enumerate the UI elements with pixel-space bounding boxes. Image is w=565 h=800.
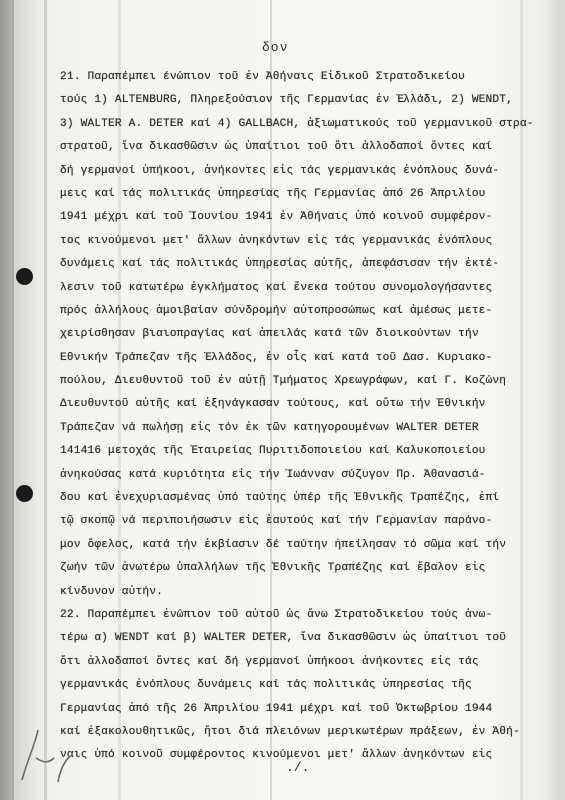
text-line: 3) WALTER A. DETER καί 4) GALLBACH, ἀξιωματικούς τοῦ γερμανικοῦ στρα- xyxy=(60,117,534,130)
punch-hole-icon xyxy=(16,268,33,285)
text-line: γερμανικάς ἐνόπλους δυνάμεις καί τάς πολιτικάς ὑπηρεσίας τῆς xyxy=(60,679,472,692)
text-line: μον ὄφελος, κατά τήν ἐκβίασιν δέ ταύτην ἠπείλησαν τό σῶμα καί τήν xyxy=(60,538,507,551)
scan-shadow-edge xyxy=(0,0,14,800)
text-line: δου καί ἐνεχυριασμένας ὑπό ταύτης ὑπέρ τῆς Ἐθνικῆς Τραπέζης, ἐπί xyxy=(60,492,500,505)
handwritten-mark-icon xyxy=(14,718,84,788)
text-line: δυνάμεις καί τάς πολιτικάς ὑπηρεσίας αὐτῆς, ἀπεφάσισαν τήν ἐκτέ- xyxy=(60,258,500,271)
text-line: μεις καί τάς πολιτικάς ὑπηρεσίας τῆς Γερμανίας ἀπό 26 Ἀπριλίου xyxy=(60,187,486,200)
text-line: 1941 μέχρι καί τοῦ Ἰουνίου 1941 ἐν Ἀθήναις ὑπό κοινοῦ συμφέρον- xyxy=(60,211,493,224)
text-line: ὅτι ἀλλοδαποί ὄντες καί δή γερμανοί ὑπήκοοι ἀνήκοντες εἰς τάς xyxy=(60,655,479,668)
text-line: δή γερμανοί ὑπήκοοι, ἀνήκοντες εἰς τάς γερμανικάς ἐνόπλους δυνά- xyxy=(60,164,500,177)
text-line: 22. Παραπέμπει ἐνώπιον τοῦ αὐτοῦ ὡς ἄνω Στρατοδικείου τούς ἀνω- xyxy=(60,608,493,621)
text-line: τος κινούμενοι μετ' ἄλλων ἀνηκόντων εἰς τάς γερμανικάς ἐνόπλους xyxy=(60,234,493,247)
text-line: 141416 μετοχάς τῆς Ἑταιρείας Πυριτιδοποιείου καί Καλυκοποιείου xyxy=(60,445,486,458)
document-body xyxy=(60,66,550,768)
continuation-mark: ./. xyxy=(286,760,310,775)
text-line: τούς 1) ALTENBURG, Πληρεξούσιον τῆς Γερμανίας ἐν Ἑλλάδι, 2) WENDT, xyxy=(60,94,513,107)
text-line: καί ἐξακολουθητικῶς, ἤτοι διά πλειόνων μερικωτέρων πράξεων, ἐν Ἀθή- xyxy=(60,725,520,738)
text-line: ναις ὑπό κοινοῦ συμφέροντος κινούμενοι μετ' ἄλλων ἀνηκόντων εἰς xyxy=(60,749,493,762)
page-number: δον xyxy=(262,40,289,55)
text-line: πούλου, Διευθυντοῦ τοῦ ἐν αὐτῇ Τμήματος Χρεωγράφων, καί Γ. Κοζώνη xyxy=(60,375,507,388)
text-line: κίνδυνον αὐτήν. xyxy=(60,585,163,598)
text-line: τέρω α) WENDT καί β) WALTER DETER, ἵνα δικασθῶσιν ὡς ὑπαίτιοι τοῦ xyxy=(60,632,507,645)
punch-hole-icon xyxy=(16,485,33,502)
text-line: Τράπεζαν νά πωλήσῃ εἰς τόν ἐκ τῶν κατηγορουμένων WALTER DETER xyxy=(60,421,479,434)
text-line: Διευθυντοῦ αὐτῆς καί ἐξηνάγκασαν τούτους, καί οὕτω τήν Ἐθνικήν xyxy=(60,398,486,411)
text-line: πρός ἀλλήλους ἀμοιβαίαν σύνδρομήν αὐτοπροσώπως καί ἀμέσως μετε- xyxy=(60,304,493,317)
text-line: ζωήν τῶν ἀνωτέρω ὑπαλλήλων τῆς Ἐθνικῆς Τραπέζης καί ἔβαλον εἰς xyxy=(60,562,486,575)
text-line: Γερμανίας ἀπό τῆς 26 Ἀπριλίου 1941 μέχρι καί τοῦ Ὀκτωβρίου 1944 xyxy=(60,702,493,715)
text-line: τῷ σκοπῷ νά περιποιήσωσιν εἰς ἑαυτούς καί τήν Γερμανίαν παράνο- xyxy=(60,515,493,528)
text-line: 21. Παραπέμπει ένώπιον τοῦ ἐν Ἀθήναις Εἰδικοῦ Στρατοδικείου xyxy=(60,71,465,83)
text-line: ἀνηκούσας κατά κυριότητα εἰς τήν Ἰωάνναν σύζυγον Πρ. Ἀθανασιά- xyxy=(60,468,486,481)
text-line: χειρίσθησαν βιαιοπραγίας καί ἀπειλάς κατά τῶν διοικούντων τήν xyxy=(60,328,479,341)
text-line: Ἐθνικήν Τράπεζαν τῆς Ἑλλάδος, ἐν οἷς καί κατά τοῦ Δασ. Κυριακο- xyxy=(60,351,493,364)
text-line: λεσιν τοῦ κατωτέρω ἐγκλήματος καί ἕνεκα τούτου συνομολογήσαντες xyxy=(60,281,493,294)
scan-streak xyxy=(44,0,47,800)
text-line: στρατοῦ, ἵνα δικασθῶσιν ὡς ὑπαίτιοι τοῦ ὅτι ἀλλοδαποί ὄντες καί xyxy=(60,141,493,154)
